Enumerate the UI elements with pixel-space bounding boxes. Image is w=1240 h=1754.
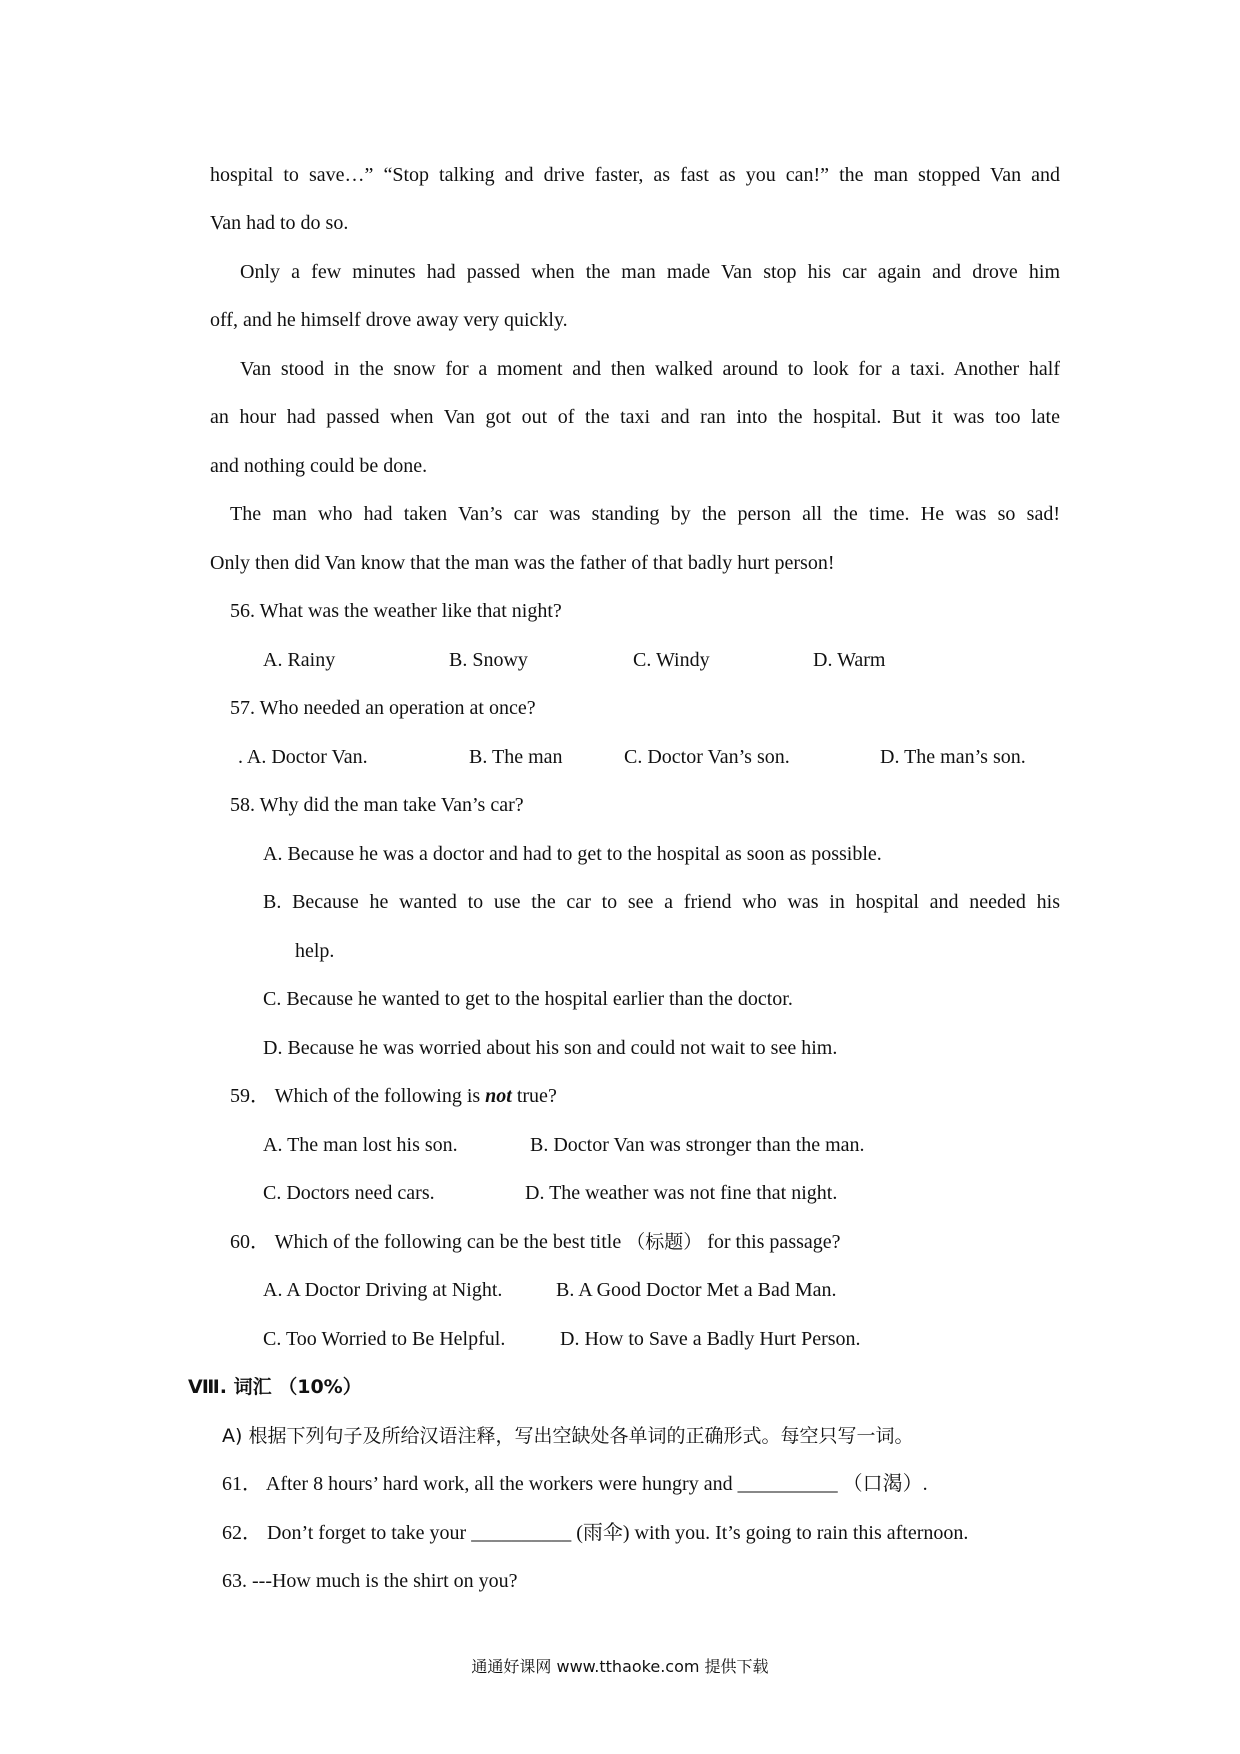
page-footer: 通通好课网 www.tthaoke.com 提供下载 [471, 1657, 769, 1676]
q60-stem-post: for this passage? [702, 1231, 841, 1253]
q56-option-c: C. Windy [633, 649, 710, 671]
q59-stem-emphasis: not [485, 1085, 512, 1107]
question-58: 58. Why did the man take Van’s car? [230, 794, 524, 816]
passage-line: Van stood in the snow for a moment and then walked around to look for a taxi. Another half [240, 358, 1060, 380]
q56-option-d: D. Warm [813, 649, 886, 671]
q59-stem-post: true? [511, 1085, 557, 1107]
passage-line: an hour had passed when Van got out of the taxi and ran into the hospital. But it was too late [210, 406, 1060, 428]
q57-option-d: D. The man’s son. [880, 746, 1026, 768]
q59-option-c: C. Doctors need cars. [263, 1182, 435, 1204]
question-57: 57. Who needed an operation at once? [230, 697, 536, 719]
q58-option-a: A. Because he was a doctor and had to get to the hospital as soon as possible. [263, 843, 882, 865]
q59-stem-pre: 59． Which of the following is [230, 1085, 486, 1107]
question-63: 63. ---How much is the shirt on you? [222, 1570, 518, 1592]
q58-option-d: D. Because he was worried about his son and could not wait to see him. [263, 1037, 838, 1059]
q60-option-c: C. Too Worried to Be Helpful. [263, 1328, 506, 1350]
q58-option-b: B. Because he wanted to use the car to see a friend who was in hospital and needed his [263, 891, 1060, 913]
q57-option-a: . A. Doctor Van. [238, 746, 368, 768]
q60-option-d: D. How to Save a Badly Hurt Person. [560, 1328, 861, 1350]
passage-line: hospital to save…” “Stop talking and drive faster, as fast as you can!” the man stopped Van and [210, 164, 1060, 186]
q60-option-a: A. A Doctor Driving at Night. [263, 1279, 503, 1301]
question-59 [230, 1083, 1080, 1109]
section-heading: Ⅷ. 词汇 （10%） [188, 1376, 362, 1398]
q60-stem-pre: 60． Which of the following can be the best title [230, 1231, 627, 1253]
question-62: 62． Don’t forget to take your __________ (雨伞) with you. It’s going to rain this afternoon. [222, 1522, 969, 1544]
passage-line: off, and he himself drove away very quickly. [210, 309, 568, 331]
q56-option-a: A. Rainy [263, 649, 336, 671]
passage-line: Only a few minutes had passed when the man made Van stop his car again and drove him [240, 261, 1060, 283]
q59-option-b: B. Doctor Van was stronger than the man. [530, 1134, 865, 1156]
question-56: 56. What was the weather like that night? [230, 600, 562, 622]
passage-line: Van had to do so. [210, 212, 349, 234]
q57-option-b: B. The man [469, 746, 563, 768]
q58-option-b-cont: help. [295, 940, 335, 962]
q59-option-a: A. The man lost his son. [263, 1134, 458, 1156]
section-instruction: A) 根据下列句子及所给汉语注释，写出空缺处各单词的正确形式。每空只写一词。 [222, 1425, 914, 1447]
question-60 [230, 1229, 1080, 1255]
q57-option-c: C. Doctor Van’s son. [624, 746, 790, 768]
q60-stem-chinese: （标题） [626, 1231, 703, 1253]
q59-option-d: D. The weather was not fine that night. [525, 1182, 838, 1204]
q56-option-b: B. Snowy [449, 649, 528, 671]
passage-line: Only then did Van know that the man was the father of that badly hurt person! [210, 552, 835, 574]
q58-option-c: C. Because he wanted to get to the hospital earlier than the doctor. [263, 988, 793, 1010]
question-61: 61． After 8 hours’ hard work, all the workers were hungry and __________ （口渴）. [222, 1473, 928, 1495]
passage-line: The man who had taken Van’s car was standing by the person all the time. He was so sad! [230, 503, 1060, 525]
passage-line: and nothing could be done. [210, 455, 428, 477]
q60-option-b: B. A Good Doctor Met a Bad Man. [556, 1279, 837, 1301]
